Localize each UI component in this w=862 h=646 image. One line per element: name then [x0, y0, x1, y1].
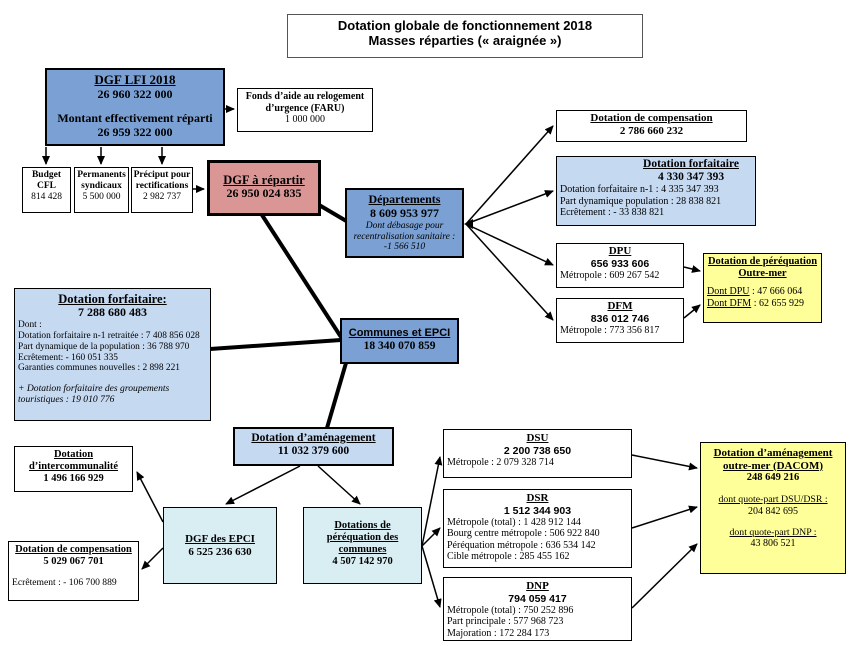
communes-epci-value: 18 340 070 859 — [363, 339, 436, 352]
box-dgf-des-epci — [163, 507, 277, 584]
dot-forfaitaire-communes-note: + Dotation forfaitaire des groupements touristiques : 19 010 776 — [18, 383, 170, 406]
dacom-sub1-value: 204 842 695 — [748, 505, 798, 517]
dot-forfaitaire-communes-line5: Garanties communes nouvelles : 2 898 221 — [18, 363, 180, 374]
dgf-repartir-title: DGF à répartir — [223, 173, 305, 187]
dot-amenagement-title: Dotation d’aménagement — [251, 432, 376, 444]
box-dotation-forfaitaire-departements — [556, 156, 756, 226]
dsr-line3: Péréquation métropole : 636 534 142 — [447, 539, 596, 551]
dot-amenagement-value: 11 032 379 600 — [277, 445, 350, 458]
dpu-value: 656 933 606 — [590, 257, 650, 270]
dot-forfaitaire-communes-line2: Dotation forfaitaire n-1 retraitée : 7 408 856 028 — [18, 330, 200, 341]
dgf-lfi-title: DGF LFI 2018 — [94, 72, 176, 87]
dgf-repartir-value: 26 950 024 835 — [226, 186, 302, 201]
dgf-lfi-value: 26 960 322 000 — [97, 86, 173, 101]
dot-forfaitaire-communes-value: 7 288 680 483 — [78, 305, 147, 320]
preciput-title: Préciput pour rectifications — [133, 170, 191, 191]
dot-intercommunalite-title: Dotation d’intercommunalité — [28, 449, 119, 473]
box-dfm — [556, 298, 684, 343]
dfm-title: DFM — [607, 300, 633, 312]
dacom-title: Dotation d’aménagement outre-mer (DACOM) — [713, 447, 833, 472]
dgf-epci-value: 6 525 236 630 — [188, 545, 252, 558]
box-dgf-lfi-2018 — [45, 68, 225, 146]
dot-forfaitaire-communes-line4: Ecrêtement: - 160 051 335 — [18, 352, 118, 363]
permanents-value: 5 500 000 — [82, 191, 121, 202]
dot-forfaitaire-dep-value: 4 330 347 393 — [657, 171, 725, 184]
faru-title: Fonds d’aide au relogement d’urgence (FARU) — [245, 91, 365, 114]
dnp-line3: Majoration : 172 284 173 — [447, 627, 550, 639]
diagram-title-box — [287, 14, 643, 58]
dsr-line1: Métropole (total) : 1 428 912 144 — [447, 516, 581, 528]
box-budget-cfl — [22, 167, 71, 213]
dsr-line4: Cible métropole : 285 455 162 — [447, 551, 570, 563]
box-departements — [345, 188, 464, 258]
budget-cfl-title: Budget CFL — [31, 170, 62, 191]
diagram-title-line1: Dotation globale de fonctionnement 2018 — [337, 18, 593, 33]
box-preciput — [131, 167, 193, 213]
dot-forfaitaire-dep-line1: Dotation forfaitaire n-1 : 4 335 347 393 — [560, 184, 719, 196]
dsu-value: 2 200 738 650 — [503, 444, 572, 457]
box-communes-et-epci — [340, 318, 459, 364]
perequation-om-line1-label: Dont DPU — [707, 286, 750, 298]
dot-intercommunalite-value: 1 496 166 929 — [43, 473, 104, 485]
dgf-epci-title: DGF des EPCI — [185, 533, 255, 545]
budget-cfl-value: 814 428 — [31, 191, 62, 202]
dot-compensation-dep-value: 2 786 660 232 — [619, 124, 684, 137]
permanents-title: Permanents syndicaux — [77, 170, 126, 191]
dsr-line2: Bourg centre métropole : 506 922 840 — [447, 528, 600, 540]
dnp-title: DNP — [526, 580, 549, 592]
dnp-line2: Part principale : 577 968 723 — [447, 616, 564, 628]
dfm-line1: Métropole : 773 356 817 — [560, 324, 660, 336]
dsr-title: DSR — [526, 492, 549, 504]
dot-forfaitaire-dep-line3: Ecrêtement : - 33 838 821 — [560, 207, 665, 219]
dot-forfaitaire-dep-line2: Part dynamique population : 28 838 821 — [560, 195, 722, 207]
dot-forfaitaire-communes-line3: Part dynamique de la population : 36 788 970 — [18, 341, 190, 352]
box-dnp — [443, 577, 632, 641]
perequation-om-line2 — [704, 298, 821, 310]
box-dpu — [556, 243, 684, 288]
dpu-title: DPU — [608, 245, 632, 257]
diagram-title-line2: Masses réparties (« araignée ») — [368, 32, 562, 48]
dot-perequation-communes-value: 4 507 142 970 — [332, 556, 393, 568]
box-dotation-intercommunalite — [14, 446, 133, 492]
dgf-lfi-subvalue: 26 959 322 000 — [97, 124, 173, 139]
box-faru — [237, 88, 373, 132]
box-dsr — [443, 489, 632, 568]
dfm-value: 836 012 746 — [590, 312, 650, 325]
dot-compensation-epci-title: Dotation de compensation — [15, 544, 132, 555]
dacom-value: 248 649 216 — [746, 472, 800, 484]
dacom-sub1-label: dont quote-part DSU/DSR : — [718, 494, 828, 506]
box-dsu — [443, 429, 632, 478]
box-dotations-perequation-communes — [303, 507, 422, 584]
box-perequation-outre-mer — [703, 253, 822, 323]
dot-forfaitaire-communes-title: Dotation forfaitaire: — [58, 292, 167, 306]
dot-perequation-communes-title: Dotations de péréquation des communes — [326, 520, 399, 556]
dacom-sub2-label: dont quote-part DNP : — [729, 527, 817, 539]
dot-forfaitaire-communes-line1: Dont : — [18, 320, 42, 331]
dnp-value: 794 059 417 — [508, 592, 567, 605]
box-dgf-a-repartir — [207, 160, 321, 216]
box-dacom — [700, 442, 846, 574]
box-dotation-amenagement — [233, 427, 394, 466]
perequation-om-line2-value: : 62 655 929 — [751, 297, 804, 309]
thick-connectors — [210, 202, 348, 428]
preciput-value: 2 982 737 — [143, 191, 181, 202]
box-dotation-compensation-epci — [8, 541, 139, 601]
dsu-title: DSU — [526, 432, 549, 444]
box-dotation-compensation-departements — [556, 110, 747, 142]
dgf-lfi-subtitle: Montant effectivement réparti — [57, 110, 213, 125]
departements-note: Dont débasage pour recentralisation sanitaire : -1 566 510 — [353, 220, 456, 253]
faru-value: 1 000 000 — [285, 114, 325, 125]
box-permanents-syndicaux — [74, 167, 129, 213]
dnp-line1: Métropole (total) : 750 252 896 — [447, 604, 574, 616]
dot-compensation-epci-line1: Ecrêtement : - 106 700 889 — [12, 577, 117, 589]
dot-forfaitaire-dep-title: Dotation forfaitaire — [643, 158, 739, 170]
communes-epci-title: Communes et EPCI — [348, 327, 451, 339]
perequation-om-line1-value: : 47 666 064 — [749, 286, 803, 298]
dsr-value: 1 512 344 903 — [503, 504, 572, 517]
perequation-om-title: Dotation de péréquation Outre-mer — [707, 256, 818, 280]
box-dotation-forfaitaire-communes — [14, 288, 211, 421]
dot-compensation-epci-value: 5 029 067 701 — [43, 556, 104, 568]
perequation-om-line1 — [704, 286, 821, 298]
departements-title: Départements — [368, 192, 441, 206]
dot-compensation-dep-title: Dotation de compensation — [590, 112, 713, 124]
dsu-line1: Métropole : 2 079 328 714 — [447, 456, 554, 468]
perequation-om-line2-label: Dont DFM — [707, 297, 752, 309]
departements-value: 8 609 953 977 — [370, 205, 439, 220]
dacom-sub2-value: 43 806 521 — [750, 538, 796, 550]
dpu-line1: Métropole : 609 267 542 — [560, 269, 660, 281]
